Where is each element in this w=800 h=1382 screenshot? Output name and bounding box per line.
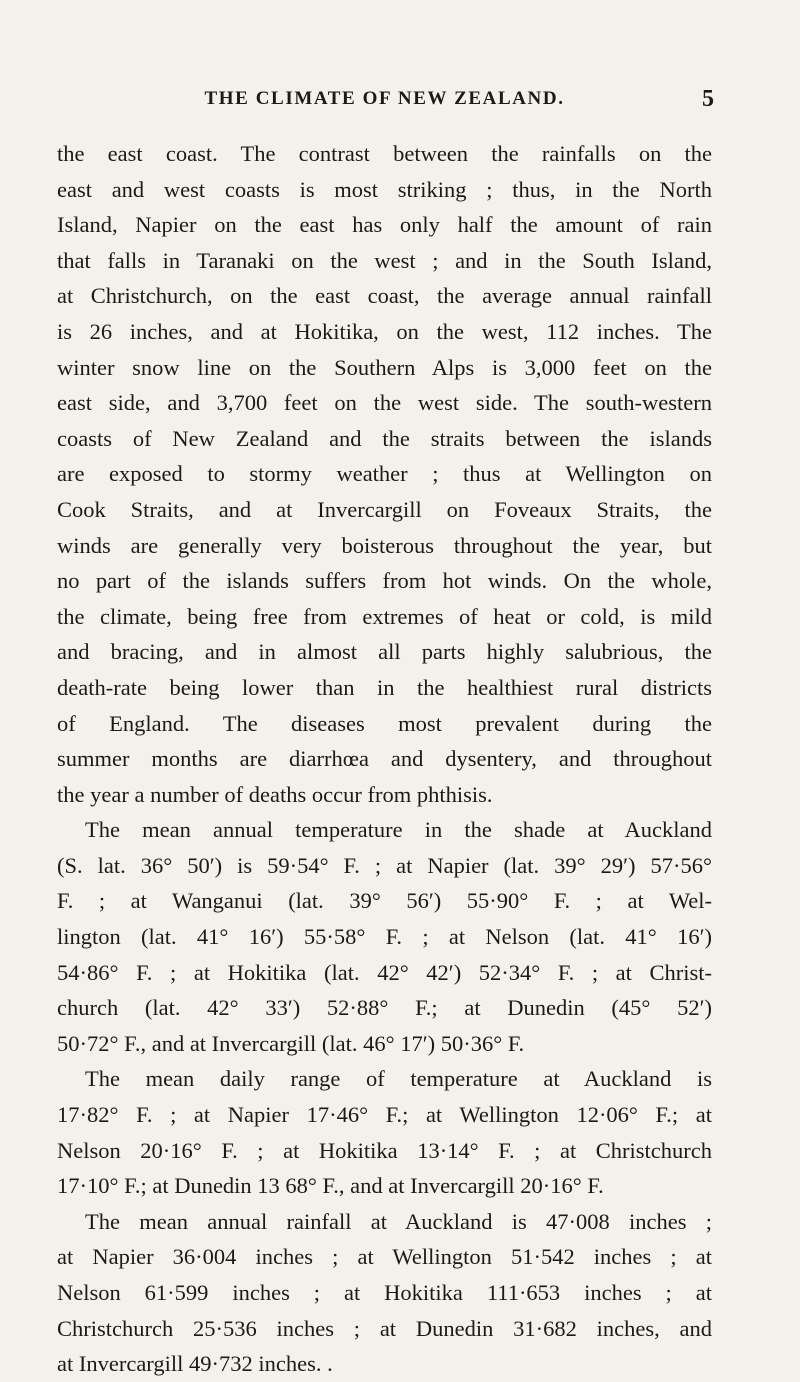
text-line: at Christchurch, on the east coast, the average annual rainfall [57, 283, 712, 309]
running-head [57, 88, 712, 118]
text-line: death-rate being lower than in the healthiest rural districts [57, 674, 712, 700]
text-line: church (lat. 42° 33′) 52·88° F.; at Dunedin (45° 52′) [57, 995, 712, 1021]
body-text [57, 136, 712, 1382]
text-line: Nelson 61·599 inches ; at Hokitika 111·653 inches ; at [57, 1280, 712, 1305]
text-line: winter snow line on the Southern Alps is 3,000 feet on the [57, 354, 712, 380]
paragraph-start-line: The mean annual rainfall at Auckland is 47·008 inches ; [85, 1208, 712, 1234]
text-line: 54·86° F. ; at Hokitika (lat. 42° 42′) 52·34° F. ; at Christ- [57, 959, 712, 985]
text-line: 17·10° F.; at Dunedin 13 68° F., and at Invercargill 20·16° F. [57, 1173, 604, 1199]
text-line: lington (lat. 41° 16′) 55·58° F. ; at Nelson (lat. 41° 16′) [57, 924, 712, 950]
text-line: of England. The diseases most prevalent during the [57, 710, 712, 736]
text-line: coasts of New Zealand and the straits between the islands [57, 425, 712, 451]
text-line: (S. lat. 36° 50′) is 59·54° F. ; at Napier (lat. 39° 29′) 57·56° [57, 852, 712, 878]
text-line: east and west coasts is most striking ; thus, in the North [57, 176, 712, 202]
paragraph-start-line: The mean annual temperature in the shade at Auckland [85, 817, 712, 843]
text-line: winds are generally very boisterous throughout the year, but [57, 532, 712, 558]
text-line: are exposed to stormy weather ; thus at Wellington on [57, 461, 712, 487]
text-line: F. ; at Wanganui (lat. 39° 56′) 55·90° F. ; at Wel- [57, 888, 712, 914]
text-line: summer months are diarrhœa and dysentery, and throughout [57, 746, 712, 772]
text-line: Nelson 20·16° F. ; at Hokitika 13·14° F. ; at Christchurch [57, 1137, 712, 1163]
text-line: 17·82° F. ; at Napier 17·46° F.; at Wellington 12·06° F.; at [57, 1102, 712, 1128]
text-line: Island, Napier on the east has only half the amount of rain [57, 212, 712, 238]
paragraph-start-line: The mean daily range of temperature at Auckland is [85, 1066, 712, 1092]
text-line: is 26 inches, and at Hokitika, on the west, 112 inches. The [57, 318, 712, 344]
text-line: that falls in Taranaki on the west ; and in the South Island, [57, 247, 712, 273]
text-line: the climate, being free from extremes of heat or cold, is mild [57, 603, 712, 629]
text-line: no part of the islands suffers from hot winds. On the whole, [57, 568, 712, 594]
text-line: the east coast. The contrast between the rainfalls on the [57, 141, 712, 166]
text-line: Christchurch 25·536 inches ; at Dunedin 31·682 inches, and [57, 1315, 712, 1341]
running-title: THE CLIMATE OF NEW ZEALAND. [204, 88, 565, 109]
text-line: at Napier 36·004 inches ; at Wellington 51·542 inches ; at [57, 1244, 712, 1270]
text-line: Cook Straits, and at Invercargill on Foveaux Straits, the [57, 496, 712, 522]
text-line: 50·72° F., and at Invercargill (lat. 46° 17′) 50·36° F. [57, 1030, 525, 1056]
page-number: 5 [702, 86, 714, 112]
text-line: and bracing, and in almost all parts highly salubrious, the [57, 639, 712, 665]
text-line: at Invercargill 49·732 inches. . [57, 1351, 333, 1377]
text-line: the year a number of deaths occur from phthisis. [57, 781, 493, 807]
text-line: east side, and 3,700 feet on the west side. The south-western [57, 390, 712, 416]
